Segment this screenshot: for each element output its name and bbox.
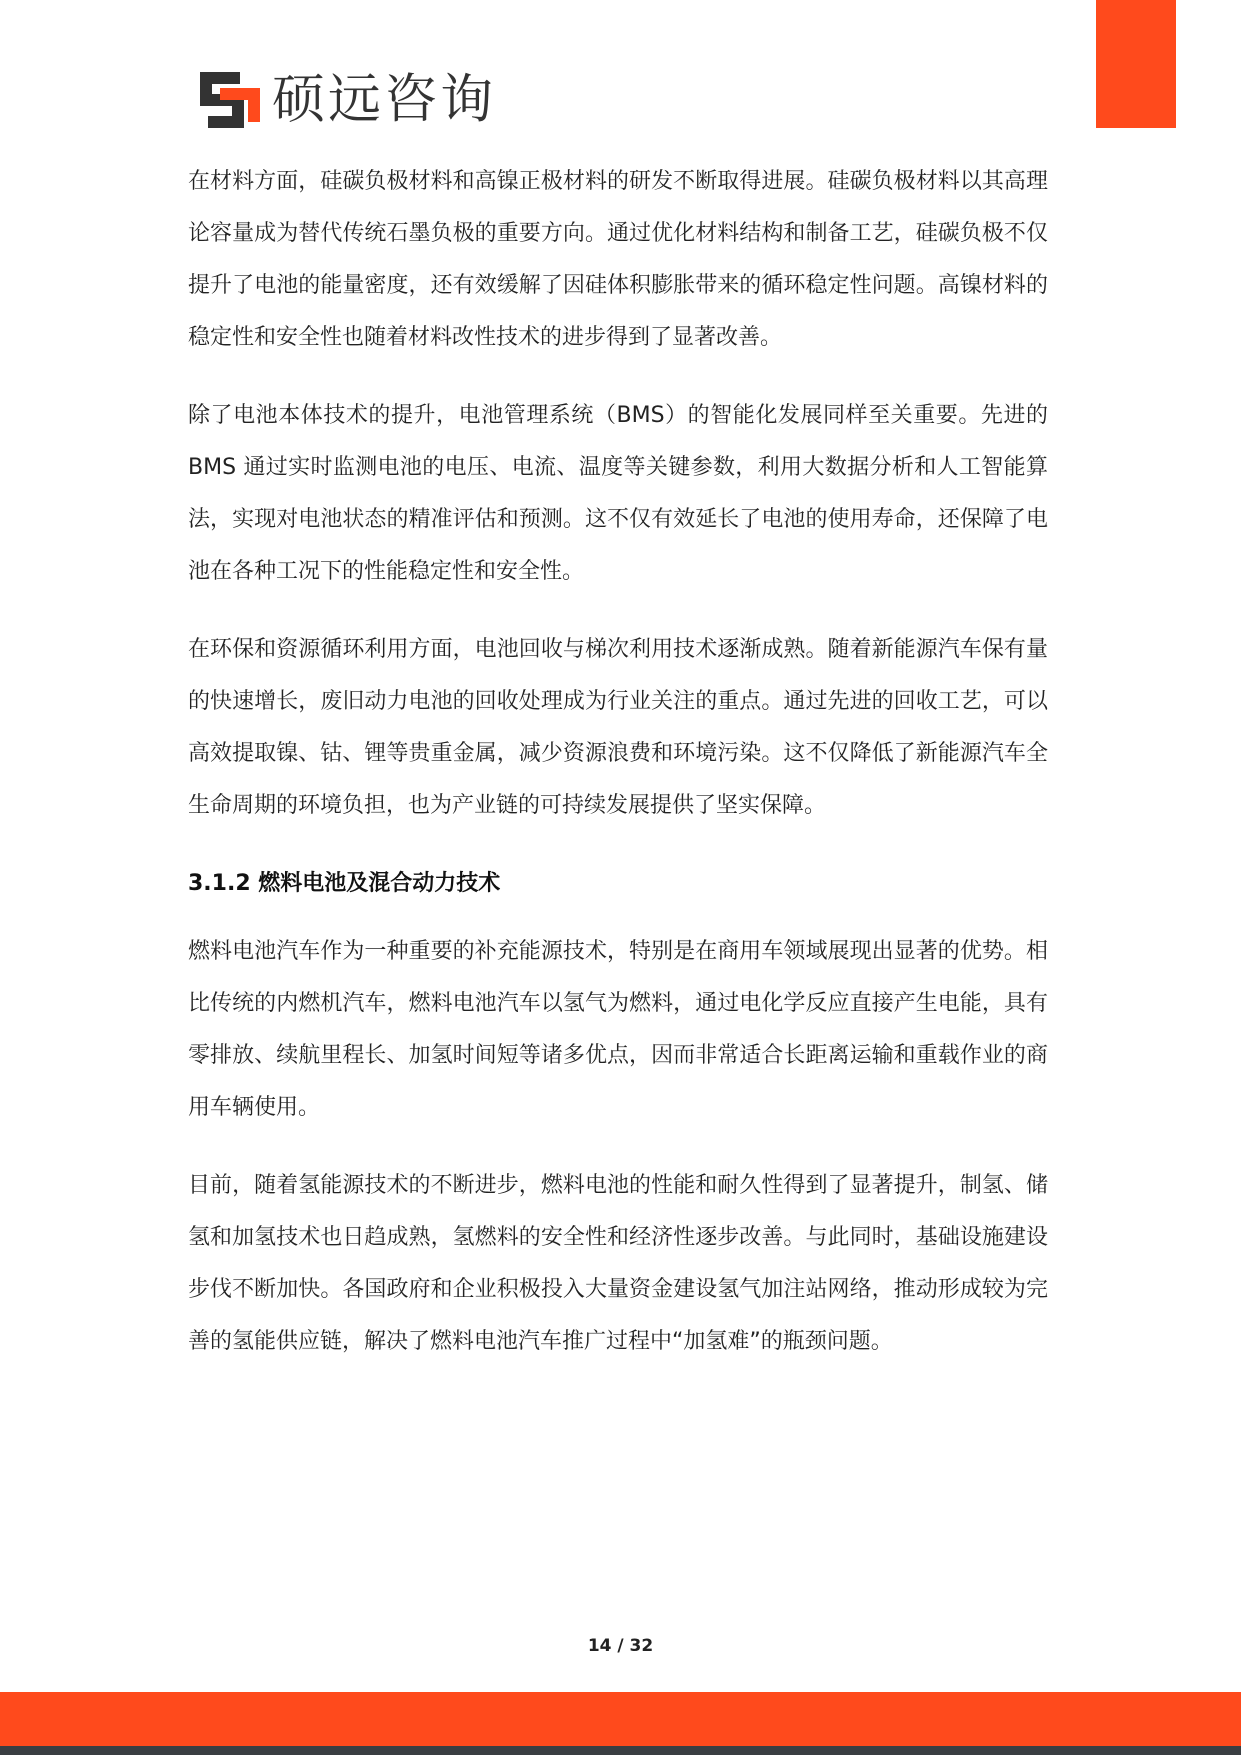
brand-logo bbox=[200, 70, 496, 130]
brand-name: 硕远咨询 bbox=[272, 69, 496, 130]
page-number: 14 / 32 bbox=[587, 1636, 654, 1656]
corner-accent-tab bbox=[1096, 0, 1176, 128]
brand-mark-icon bbox=[200, 72, 260, 128]
paragraph-hydrogen: 目前，随着氢能源技术的不断进步，燃料电池的性能和耐久性得到了显著提升，制氢、储氢和加氢技术也日趋成熟，氢燃料的安全性和经济性逐步改善。与此同时，基础设施建设步伐不断加快。各国政府和企业积极投入大量资金建设氢气加注站网络，推动形成较为完善的氢能供应链，解决了燃料电池汽车推广过程中“加氢难”的瓶颈问题。 bbox=[188, 1173, 1048, 1354]
paragraph-bms: 除了电池本体技术的提升，电池管理系统（BMS）的智能化发展同样至关重要。先进的 BMS 通过实时监测电池的电压、电流、温度等关键参数，利用大数据分析和人工智能算法，实现对电池状态的精准评估和预测。这不仅有效延长了电池的使用寿命，还保障了电池在各种工况下的性能稳定性和安全性。 bbox=[188, 403, 1048, 584]
footer-accent-bar bbox=[0, 1692, 1241, 1746]
paragraph-materials: 在材料方面，硅碳负极材料和高镍正极材料的研发不断取得进展。硅碳负极材料以其高理论容量成为替代传统石墨负极的重要方向。通过优化材料结构和制备工艺，硅碳负极不仅提升了电池的能量密度，还有效缓解了因硅体积膨胀带来的循环稳定性问题。高镍材料的稳定性和安全性也随着材料改性技术的进步得到了显著改善。 bbox=[188, 169, 1048, 350]
section-heading: 3.1.2 燃料电池及混合动力技术 bbox=[188, 871, 501, 896]
footer-dark-strip bbox=[0, 1746, 1241, 1755]
paragraph-fuel-cell: 燃料电池汽车作为一种重要的补充能源技术，特别是在商用车领域展现出显著的优势。相比传统的内燃机汽车，燃料电池汽车以氢气为燃料，通过电化学反应直接产生电能，具有零排放、续航里程长、加氢时间短等诸多优点，因而非常适合长距离运输和重载作业的商用车辆使用。 bbox=[188, 939, 1048, 1120]
paragraph-recycling: 在环保和资源循环利用方面，电池回收与梯次利用技术逐渐成熟。随着新能源汽车保有量的快速增长，废旧动力电池的回收处理成为行业关注的重点。通过先进的回收工艺，可以高效提取镍、钴、锂等贵重金属，减少资源浪费和环境污染。这不仅降低了新能源汽车全生命周期的环境负担，也为产业链的可持续发展提供了坚实保障。 bbox=[188, 637, 1048, 818]
document-body bbox=[188, 156, 1048, 1394]
